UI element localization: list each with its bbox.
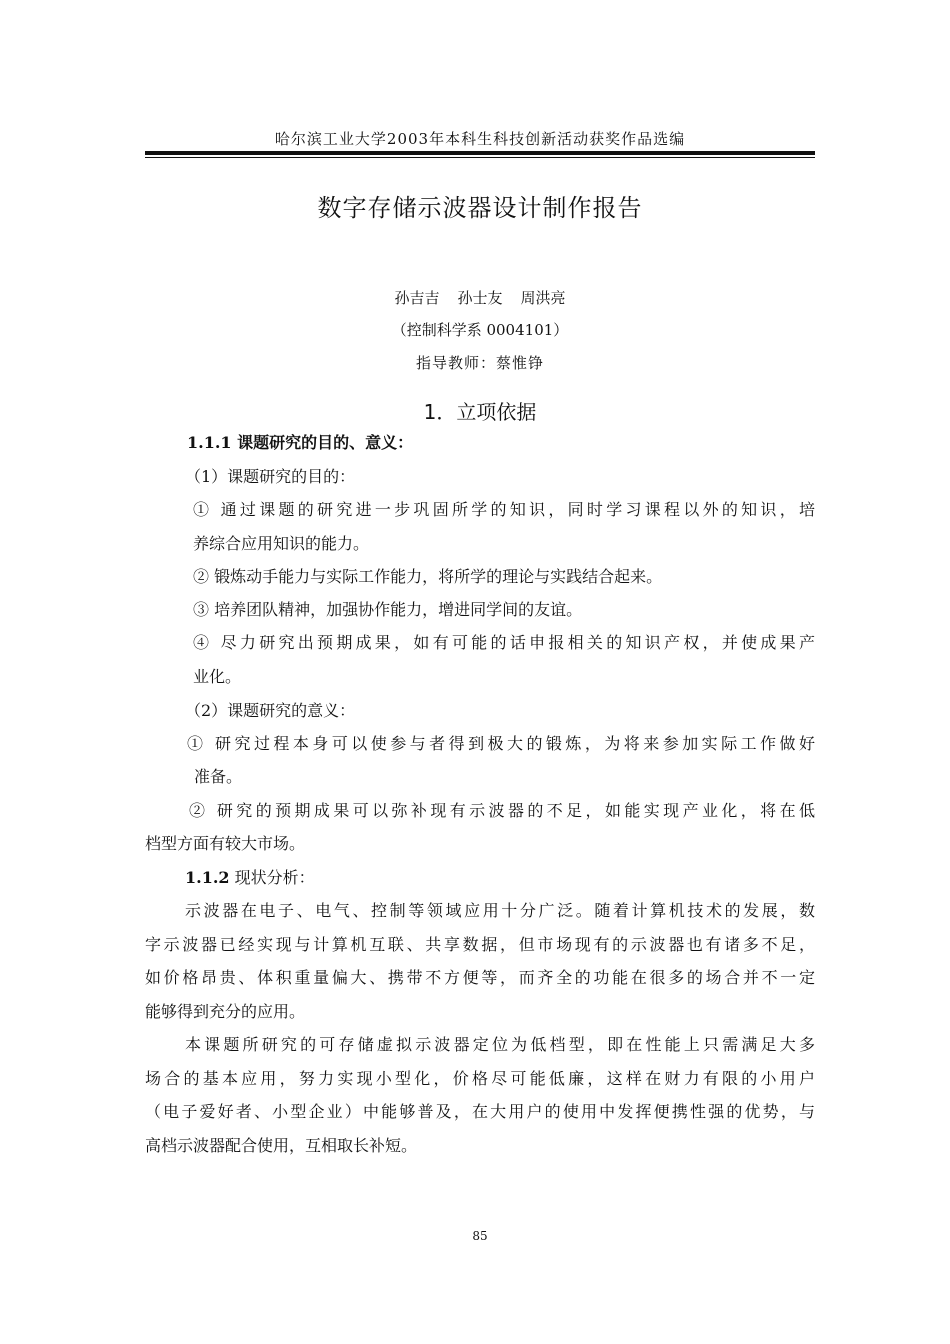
paragraph-line: 场合的基本应用，努力实现小型化，价格尽可能低廉，这样在财力有限的小用户 — [145, 1069, 815, 1088]
list-item-continuation: 业化。 — [193, 667, 242, 686]
subsection-heading-text: 现状分析： — [229, 868, 315, 887]
list-item: ① 研究过程本身可以使参与者得到极大的锻炼，为将来参加实际工作做好 — [187, 734, 815, 753]
header-rule-thin — [145, 157, 815, 158]
list-item-continuation: 准备。 — [194, 767, 243, 786]
list-item-continuation: 养综合应用知识的能力。 — [193, 534, 370, 553]
list-item-continuation: 档型方面有较大市场。 — [145, 834, 306, 853]
paragraph-line: 如价格昂贵、体积重量偏大、携带不方便等，而齐全的功能在很多的场合并不一定 — [145, 968, 815, 987]
significance-label: （2）课题研究的意义： — [185, 701, 356, 720]
paragraph-line: （电子爱好者、小型企业）中能够普及，在大用户的使用中发挥便携性强的优势，与 — [145, 1102, 815, 1121]
list-item: ② 研究的预期成果可以弥补现有示波器的不足，如能实现产业化，将在低 — [189, 801, 815, 820]
running-header: 哈尔滨工业大学2003年本科生科技创新活动获奖作品选编 — [274, 130, 686, 148]
subsection-number: 1.1.2 — [185, 868, 230, 887]
paragraph-line: 本课题所研究的可存储虚拟示波器定位为低档型，即在性能上只需满足大多 — [185, 1035, 815, 1054]
paragraph-line: 示波器在电子、电气、控制等领域应用十分广泛。随着计算机技术的发展，数 — [185, 901, 815, 920]
advisor: 指导教师：蔡惟铮 — [415, 354, 544, 372]
department: （控制科学系 0004101） — [391, 321, 569, 339]
subsection-heading — [185, 868, 315, 888]
paragraph-line: 字示波器已经实现与计算机互联、共享数据，但市场现有的示波器也有诸多不足， — [145, 935, 815, 954]
paragraph-line: 能够得到充分的应用。 — [145, 1002, 306, 1021]
purpose-label: （1）课题研究的目的： — [185, 467, 356, 486]
header-rule-thick — [145, 151, 815, 155]
page-number: 85 — [472, 1229, 488, 1243]
paragraph-line: 高档示波器配合使用，互相取长补短。 — [145, 1136, 418, 1155]
author-name: 周洪亮 — [520, 289, 566, 307]
document-title: 数字存储示波器设计制作报告 — [317, 194, 643, 222]
list-item: ③ 培养团队精神，加强协作能力，增进同学间的友谊。 — [193, 600, 583, 619]
subsection-heading: 1.1.1 课题研究的目的、意义： — [187, 433, 414, 452]
list-item: ① 通过课题的研究进一步巩固所学的知识，同时学习课程以外的知识，培 — [193, 500, 815, 519]
author-list — [145, 287, 815, 308]
list-item: ④ 尽力研究出预期成果，如有可能的话申报相关的知识产权，并使成果产 — [193, 633, 815, 652]
author-name: 孙吉吉 — [394, 289, 440, 307]
section-title: 1．立项依据 — [423, 400, 537, 424]
list-item: ② 锻炼动手能力与实际工作能力，将所学的理论与实践结合起来。 — [193, 567, 663, 586]
author-name: 孙士友 — [457, 289, 503, 307]
